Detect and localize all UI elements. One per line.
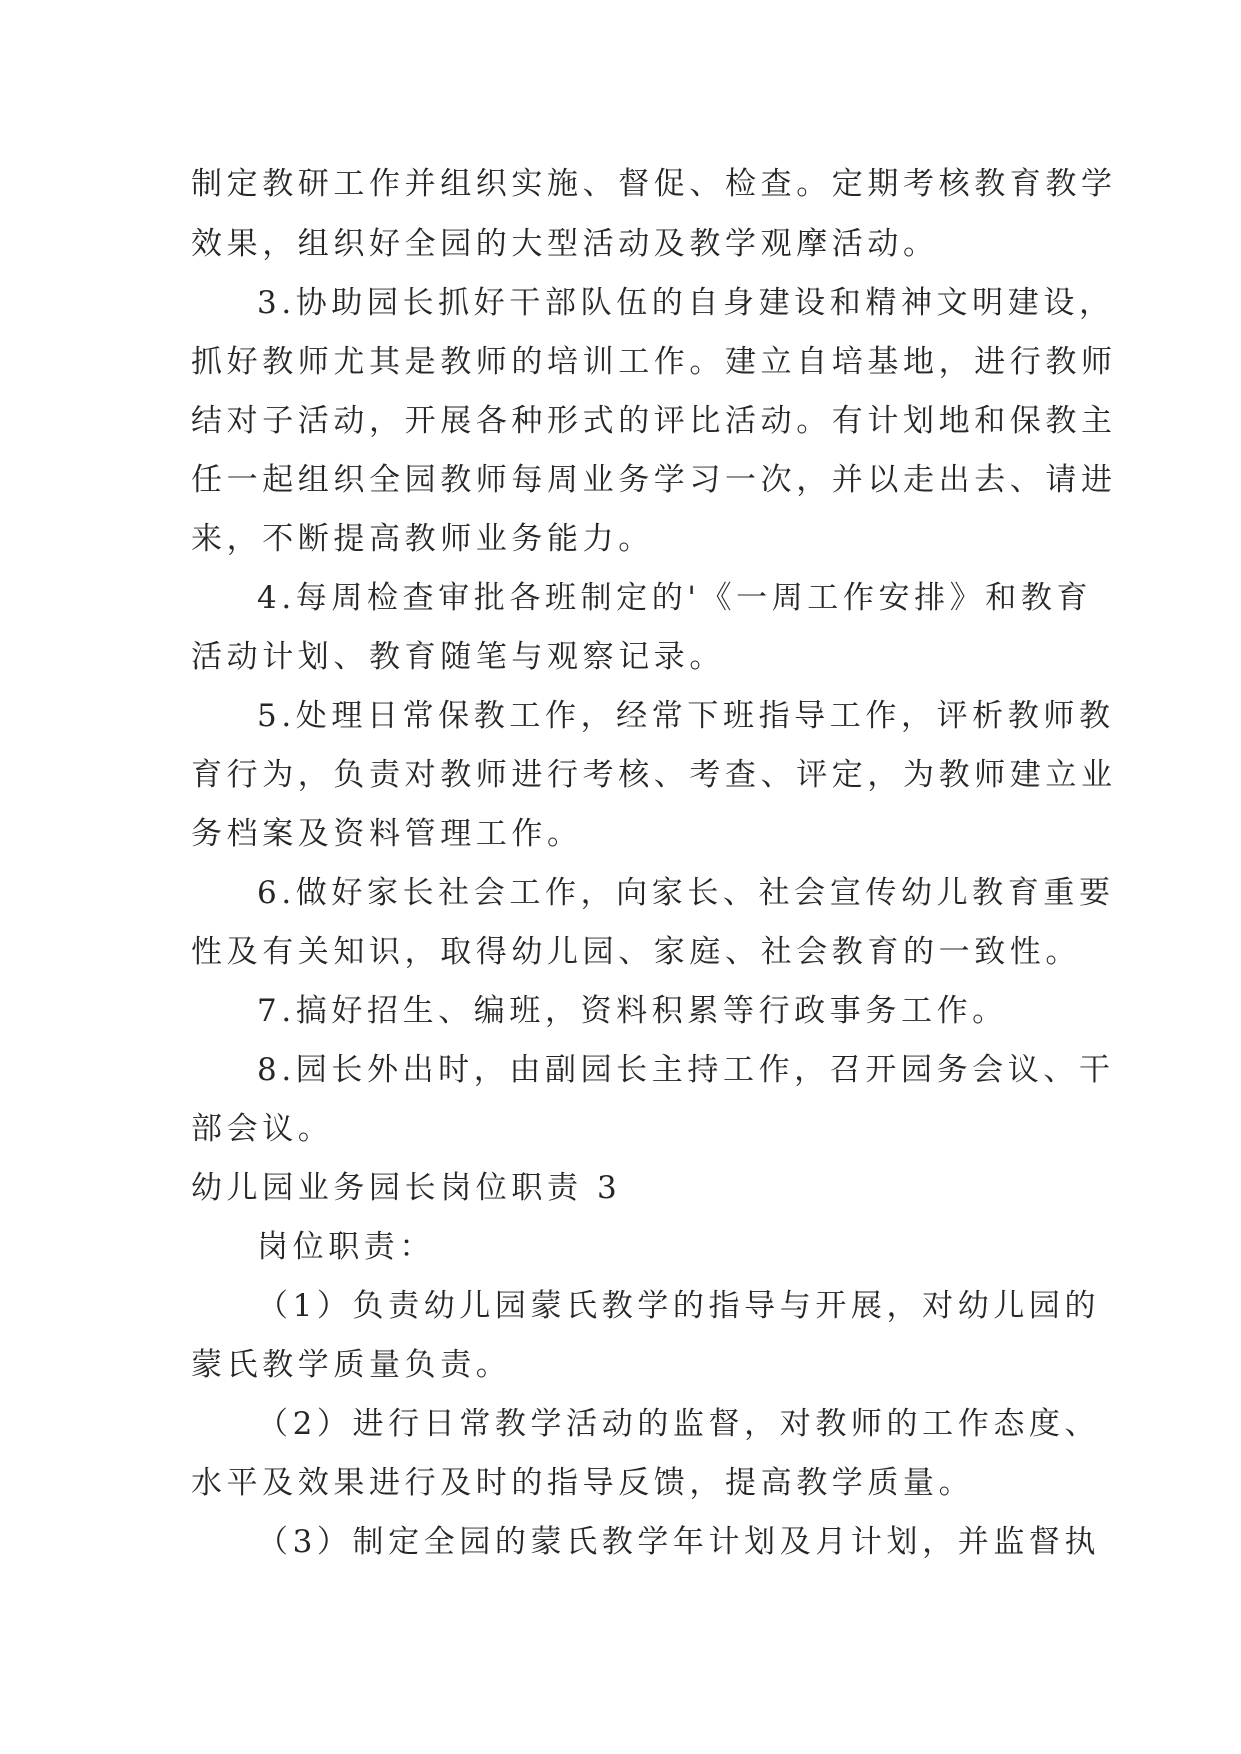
text-line: （3）制定全园的蒙氏教学年计划及月计划，并监督执 (257, 1524, 1101, 1560)
section-heading: 幼儿园业务园长岗位职责 3 (191, 1170, 622, 1206)
text-line: （1）负责幼儿园蒙氏教学的指导与开展，对幼儿园的 (257, 1288, 1101, 1324)
text-line: 务档案及资料管理工作。 (191, 816, 583, 852)
text-line: 4.每周检查审批各班制定的'《一周工作安排》和教育 (257, 580, 1093, 616)
text-line: 制定教研工作并组织实施、督促、检查。定期考核教育教学 (191, 166, 1117, 202)
text-line: 活动计划、教育随笔与观察记录。 (191, 639, 725, 675)
text-line: 8.园长外出时，由副园长主持工作，召开园务会议、干 (257, 1052, 1115, 1088)
text-line: 抓好教师尤其是教师的培训工作。建立自培基地，进行教师 (191, 344, 1117, 380)
text-line: 育行为，负责对教师进行考核、考查、评定，为教师建立业 (191, 757, 1117, 793)
text-line: 岗位职责： (257, 1229, 435, 1265)
text-line: 任一起组织全园教师每周业务学习一次，并以走出去、请进 (191, 462, 1117, 498)
text-line: 来，不断提高教师业务能力。 (191, 521, 654, 557)
text-line: 性及有关知识，取得幼儿园、家庭、社会教育的一致性。 (191, 934, 1081, 970)
text-line: 部会议。 (191, 1111, 334, 1147)
text-line: 效果，组织好全园的大型活动及教学观摩活动。 (191, 226, 939, 262)
text-line: 3.协助园长抓好干部队伍的自身建设和精神文明建设， (257, 285, 1115, 321)
text-line: 结对子活动，开展各种形式的评比活动。有计划地和保教主 (191, 403, 1117, 439)
text-line: 水平及效果进行及时的指导反馈，提高教学质量。 (191, 1465, 975, 1501)
text-line: 蒙氏教学质量负责。 (191, 1347, 512, 1383)
text-line: 5.处理日常保教工作，经常下班指导工作，评析教师教 (257, 698, 1115, 734)
text-line: 6.做好家长社会工作，向家长、社会宣传幼儿教育重要 (257, 875, 1115, 911)
text-line: （2）进行日常教学活动的监督，对教师的工作态度、 (257, 1406, 1101, 1442)
text-line: 7.搞好招生、编班，资料积累等行政事务工作。 (257, 993, 1008, 1029)
